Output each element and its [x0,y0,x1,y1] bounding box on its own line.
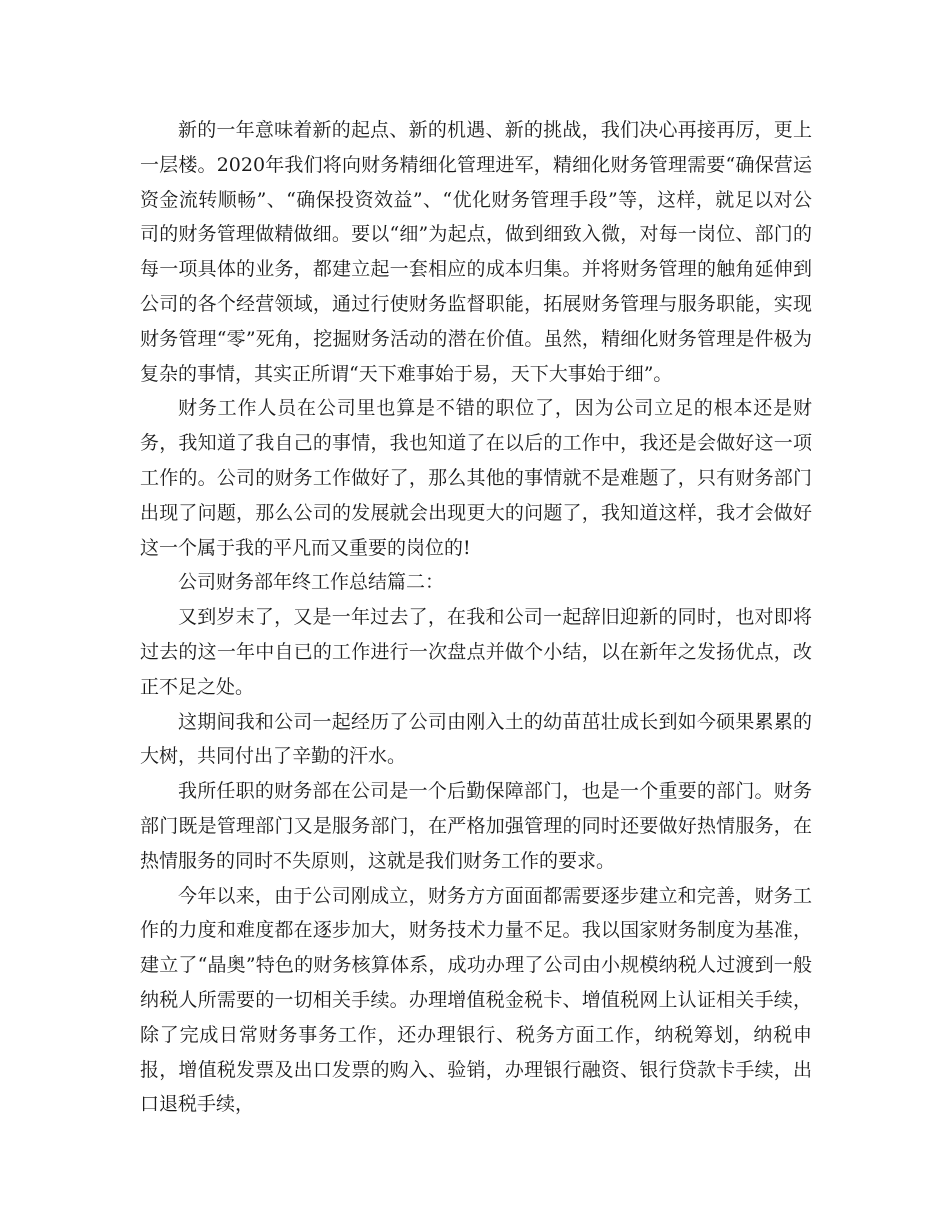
paragraph: 新的一年意味着新的起点、新的机遇、新的挑战，我们决心再接再厉，更上一层楼。2020年我们将向财务精细化管理进军，精细化财务管理需要“确保营运资金流转顺畅”、“确保投资效益”、“优化财务管理手段”等，这样，就足以对公司的财务管理做精做细。要以“细”为起点，做到细致入微，对每一岗位、部门的每一项具体的业务，都建立起一套相应的成本归集。并将财务管理的触角延伸到公司的各个经营领域，通过行使财务监督职能，拓展财务管理与服务职能，实现财务管理“零”死角，挖掘财务活动的潜在价值。虽然，精细化财务管理是件极为复杂的事情，其实正所谓“天下难事始于易，天下大事始于细”。 [140,119,812,385]
paragraph: 又到岁末了，又是一年过去了，在我和公司一起辞旧迎新的同时，也对即将过去的这一年中自已的工作进行一次盘点并做个小结，以在新年之发扬优点，改正不足之处。 [140,606,812,698]
paragraph: 财务工作人员在公司里也算是不错的职位了，因为公司立足的根本还是财务，我知道了我自己的事情，我也知道了在以后的工作中，我还是会做好这一项工作的。公司的财务工作做好了，那么其他的事情就不是难题了，只有财务部门出现了问题，那么公司的发展就会出现更大的问题了，我知道这样，我才会做好这一个属于我的平凡而又重要的岗位的! [140,397,812,559]
document-body [140,113,812,1122]
paragraph: 我所任职的财务部在公司是一个后勤保障部门，也是一个重要的部门。财务部门既是管理部门又是服务部门，在严格加强管理的同时还要做好热情服务，在热情服务的同时不失原则，这就是我们财务工作的要求。 [140,780,812,872]
paragraph: 今年以来，由于公司刚成立，财务方方面面都需要逐步建立和完善，财务工作的力度和难度都在逐步加大，财务技术力量不足。我以国家财务制度为基准，建立了“晶奥”特色的财务核算体系，成功办理了公司由小规模纳税人过渡到一般纳税人所需要的一切相关手续。办理增值税金税卡、增值税网上认证相关手续，除了完成日常财务事务工作，还办理银行、税务方面工作，纳税筹划，纳税申报，增值税发票及出口发票的购入、验销，办理银行融资、银行贷款卡手续，出口退税手续， [140,884,812,1116]
section-heading: 公司财务部年终工作总结篇二： [178,571,445,594]
paragraph: 这期间我和公司一起经历了公司由刚入土的幼苗茁壮成长到如今硕果累累的大树，共同付出了辛勤的汗水。 [140,710,812,768]
